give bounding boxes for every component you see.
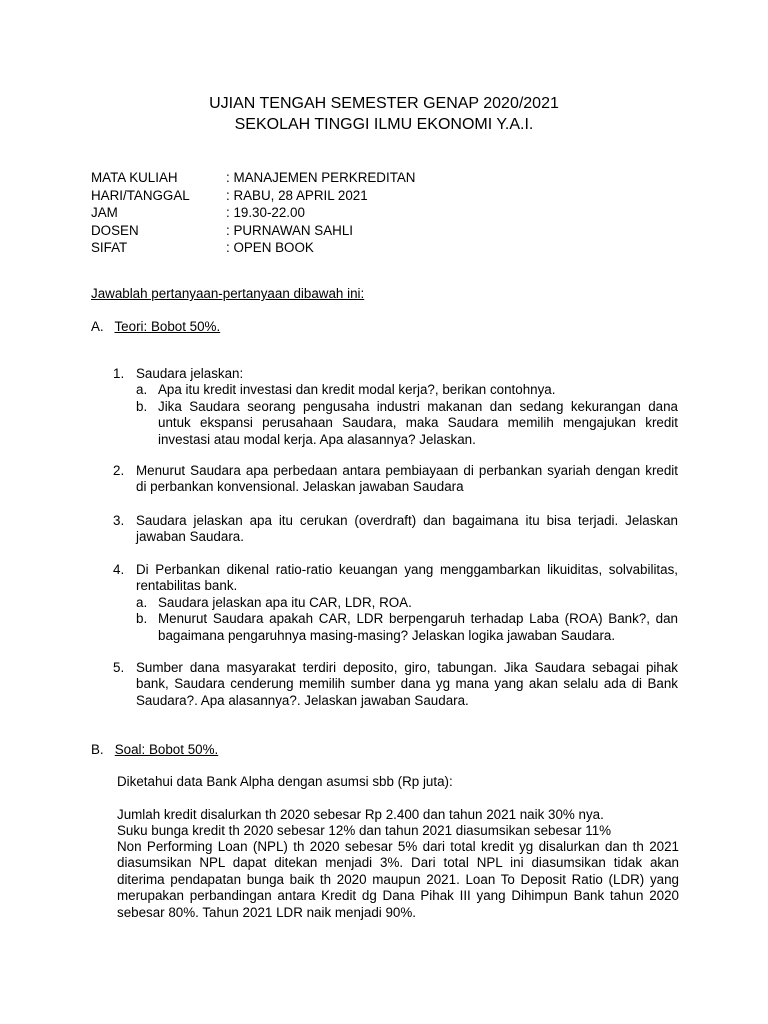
question-number: 1. [113, 366, 125, 381]
sub-question-1b [136, 399, 678, 448]
info-value: : PURNAWAN SAHLI [226, 222, 353, 238]
question-text: Di Perbankan dikenal ratio-ratio keuangan yang menggambarkan likuiditas, solvabilitas, rentabilitas bank. [136, 562, 678, 594]
info-label: HARI/TANGGAL [91, 187, 190, 203]
section-label: Teori: Bobot 50%. [114, 319, 221, 334]
sub-question-4b [136, 611, 678, 644]
sub-letter: b. [136, 398, 148, 414]
info-row-course [91, 170, 415, 188]
question-number: 5. [113, 660, 125, 675]
info-value: : RABU, 28 APRIL 2021 [226, 187, 368, 203]
sub-letter: a. [136, 382, 148, 398]
question-4 [113, 562, 678, 644]
sub-question-1a [136, 382, 678, 398]
sub-text: Apa itu kredit investasi dan kredit modal kerja?, berikan contohnya. [158, 382, 556, 398]
question-2 [113, 463, 678, 496]
sub-text: Menurut Saudara apakah CAR, LDR berpengaruh terhadap Laba (ROA) Bank?, dan bagaimana pengaruhnya masing-masing? Jelaskan logika jawaban Saudara. [158, 611, 678, 643]
sub-letter: a. [136, 594, 148, 610]
exam-title: UJIAN TENGAH SEMESTER GENAP 2020/2021 [209, 95, 559, 112]
sub-text: Saudara jelaskan apa itu CAR, LDR, ROA. [158, 594, 412, 610]
question-text: Saudara jelaskan: [136, 366, 244, 381]
problem-line-credit: Jumlah kredit disalurkan th 2020 sebesar Rp 2.400 dan tahun 2021 naik 30% nya. [117, 807, 604, 822]
problem-line-interest: Suku bunga kredit th 2020 sebesar 12% dan tahun 2021 diasumsikan sebesar 11% [117, 823, 612, 838]
section-b-heading [91, 742, 218, 758]
info-row-lecturer [91, 223, 415, 241]
info-label: SIFAT [91, 240, 128, 255]
question-5 [113, 660, 678, 709]
section-label: Soal: Bobot 50%. [114, 742, 219, 757]
info-value: : MANAJEMEN PERKREDITAN [226, 170, 416, 185]
info-label: JAM [91, 205, 118, 220]
info-label: DOSEN [91, 222, 139, 238]
institution-title: SEKOLAH TINGGI ILMU EKONOMI Y.A.I. [234, 116, 534, 133]
info-value: : 19.30-22.00 [226, 205, 305, 220]
question-1 [113, 366, 678, 448]
section-letter: B. [91, 742, 104, 757]
question-3 [113, 513, 678, 546]
question-number: 4. [113, 562, 125, 577]
exam-info-table [91, 170, 415, 258]
info-row-mode [91, 240, 415, 258]
info-value: : OPEN BOOK [226, 240, 314, 255]
question-text: Saudara jelaskan apa itu cerukan (overdraft) dan bagaimana itu bisa terjadi. Jelaskan jawaban Saudara. [136, 513, 678, 545]
question-text: Sumber dana masyarakat terdiri deposito, giro, tabungan. Jika Saudara sebagai pihak bank, Saudara cenderung memilih sumber dana yg mana yang akan selalu ada di Bank Saudara?. Apa alasannya?. Jelaskan jawaban Saudara. [136, 660, 678, 708]
info-row-time [91, 205, 415, 223]
sub-letter: b. [136, 611, 148, 627]
problem-line-npl-ldr: Non Performing Loan (NPL) th 2020 sebesar 5% dari total kredit yg disalurkan dan th 2021 diasumsikan NPL dapat ditekan menjadi 3%. Dari total NPL ini diasumsikan tidak akan diterima pendapatan bunga baik th 2020 maupun 2021. Loan To Deposit Ratio (LDR) yang merupakan perbandingan antara Kredit dg Dana Pihak III yang Dihimpun Bank tahun 2020 sebesar 80%. Tahun 2021 LDR naik menjadi 90%. [117, 839, 679, 920]
problem-intro: Diketahui data Bank Alpha dengan asumsi sbb (Rp juta): [117, 774, 453, 789]
instruction-text: Jawablah pertanyaan-pertanyaan dibawah ini: [91, 286, 365, 301]
question-text: Menurut Saudara apa perbedaan antara pembiayaan di perbankan syariah dengan kredit di perbankan konvensional. Jelaskan jawaban Saudara [136, 463, 678, 495]
info-label: MATA KULIAH [91, 170, 178, 185]
section-letter: A. [91, 319, 104, 334]
section-a-heading [91, 319, 220, 335]
sub-question-4a [136, 595, 678, 611]
question-number: 2. [113, 463, 125, 478]
info-row-date [91, 188, 415, 206]
question-number: 3. [113, 513, 125, 528]
sub-text: Jika Saudara seorang pengusaha industri makanan dan sedang kekurangan dana untuk ekspansi perusahaan Saudara, maka Saudara memilih mengajukan kredit investasi atau modal kerja. Apa alasannya? Jelaskan. [158, 398, 678, 447]
